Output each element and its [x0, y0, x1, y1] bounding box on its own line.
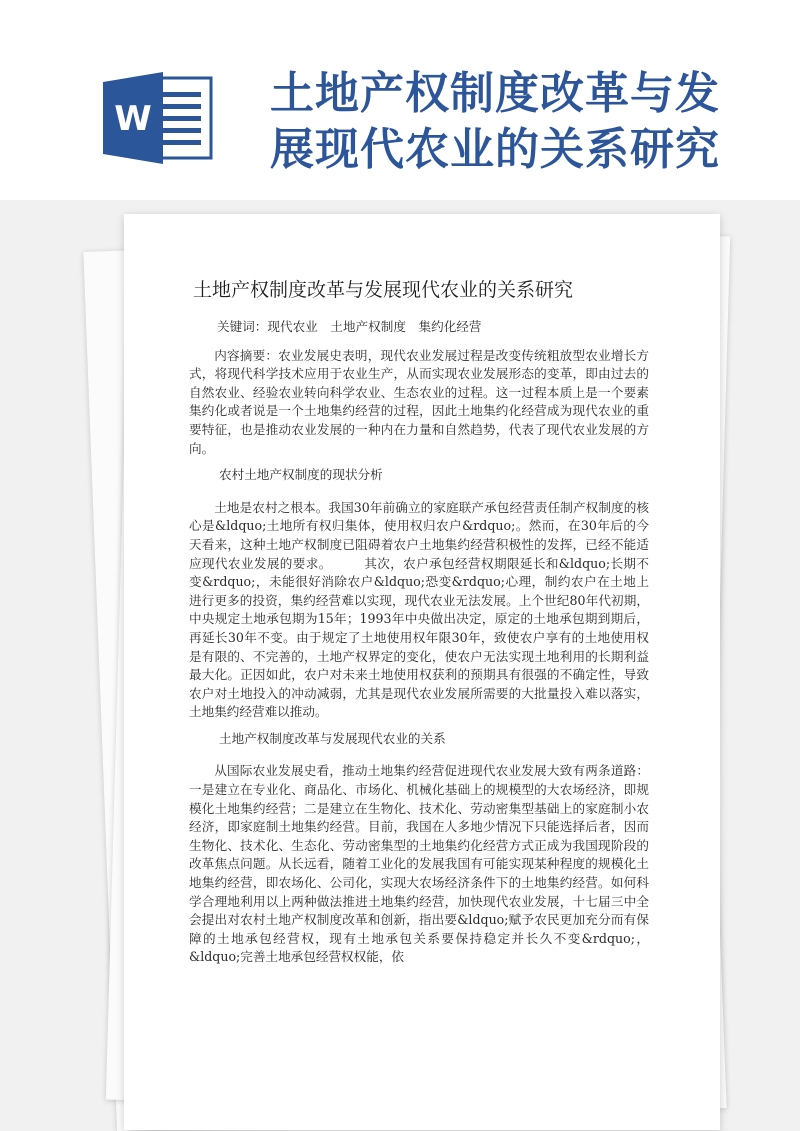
- document-body: [189, 276, 649, 975]
- banner-title-line1: 土地产权制度改革与发: [270, 68, 720, 119]
- banner-title-line2: 展现代农业的关系研究: [270, 124, 720, 175]
- body-paragraph: 土地是农村之根本。我国30年前确立的家庭联产承包经营责任制产权制度的核心是&ldquo;土地所有权归集体，使用权归农户&rdquo;。然而，在30年后的今天看来，这种土地产权制度已阻碍着农户土地集约经营积极性的发挥，已经不能适应现代农业发展的要求。 其次，农户承包经营权期限延长和&ldquo;长期不变&rdquo;，未能很好消除农户&ldquo;恐变&rdquo;心理，制约农户在土地上进行更多的投资，集约经营难以实现，现代农业无法发展。上个世纪80年代初期，中央规定土地承包期为15年；1993年中央做出决定，原定的土地承包期到期后，再延长30年不变。由于规定了土地使用权年限30年，致使农户享有的土地使用权是有限的、不完善的，土地产权界定的变化，使农户无法实现土地利用的长期利益最大化。正因如此，农户对未来土地使用权获利的预期具有很强的不确定性，导致农户对土地投入的冲动减弱，尤其是现代农业发展所需要的大批量投入难以落实，土地集约经营难以推动。: [189, 499, 649, 720]
- document-page: [124, 214, 720, 1130]
- document-title: 土地产权制度改革与发展现代农业的关系研究: [193, 279, 574, 301]
- section-heading: 农村土地产权制度的现状分析: [219, 467, 383, 483]
- body-paragraph: 从国际农业发展史看，推动土地集约经营促进现代农业发展大致有两条道路：一是建立在专业化、商品化、市场化、机械化基础上的规模型的大农场经济，即规模化土地集约经营；二是建立在生物化、技术化、劳动密集型基础上的家庭制小农经济，即家庭制土地集约经营。目前，我国在人多地少情况下只能选择后者，因而生物化、技术化、生态化、劳动密集型的土地集约化经营方式正成为我国现阶段的改革焦点问题。从长远看，随着工业化的发展我国有可能实现某种程度的规模化土地集约经营，即农场化、公司化，实现大农场经济条件下的土地集约经营。如何科学合理地利用以上两种做法推进土地集约经营，加快现代农业发展，十七届三中全会提出对农村土地产权制度改革和创新，指出要&ldquo;赋予农民更加充分而有保障的土地承包经营权，现有土地承包关系要保持稳定并长久不变&rdquo;，&ldquo;完善土地承包经营权权能，依: [189, 763, 649, 965]
- section-heading: 土地产权制度改革与发展现代农业的关系: [219, 730, 446, 746]
- abstract-paragraph: 内容摘要：农业发展史表明，现代农业发展过程是改变传统粗放型农业增长方式，将现代科学技术应用于农业生产，从而实现农业发展形态的变革，即由过去的自然农业、经验农业转向科学农业、生态农业的过程。这一过程本质上是一个要素集约化或者说是一个土地集约经营的过程，因此土地集约化经营成为现代农业的重要特征，也是推动农业发展的一种内在力量和自然趋势，代表了现代农业发展的方向。: [189, 347, 649, 456]
- word-logo-letter: W: [114, 99, 152, 139]
- keywords: 关键词：现代农业 土地产权制度 集约化经营: [217, 319, 482, 334]
